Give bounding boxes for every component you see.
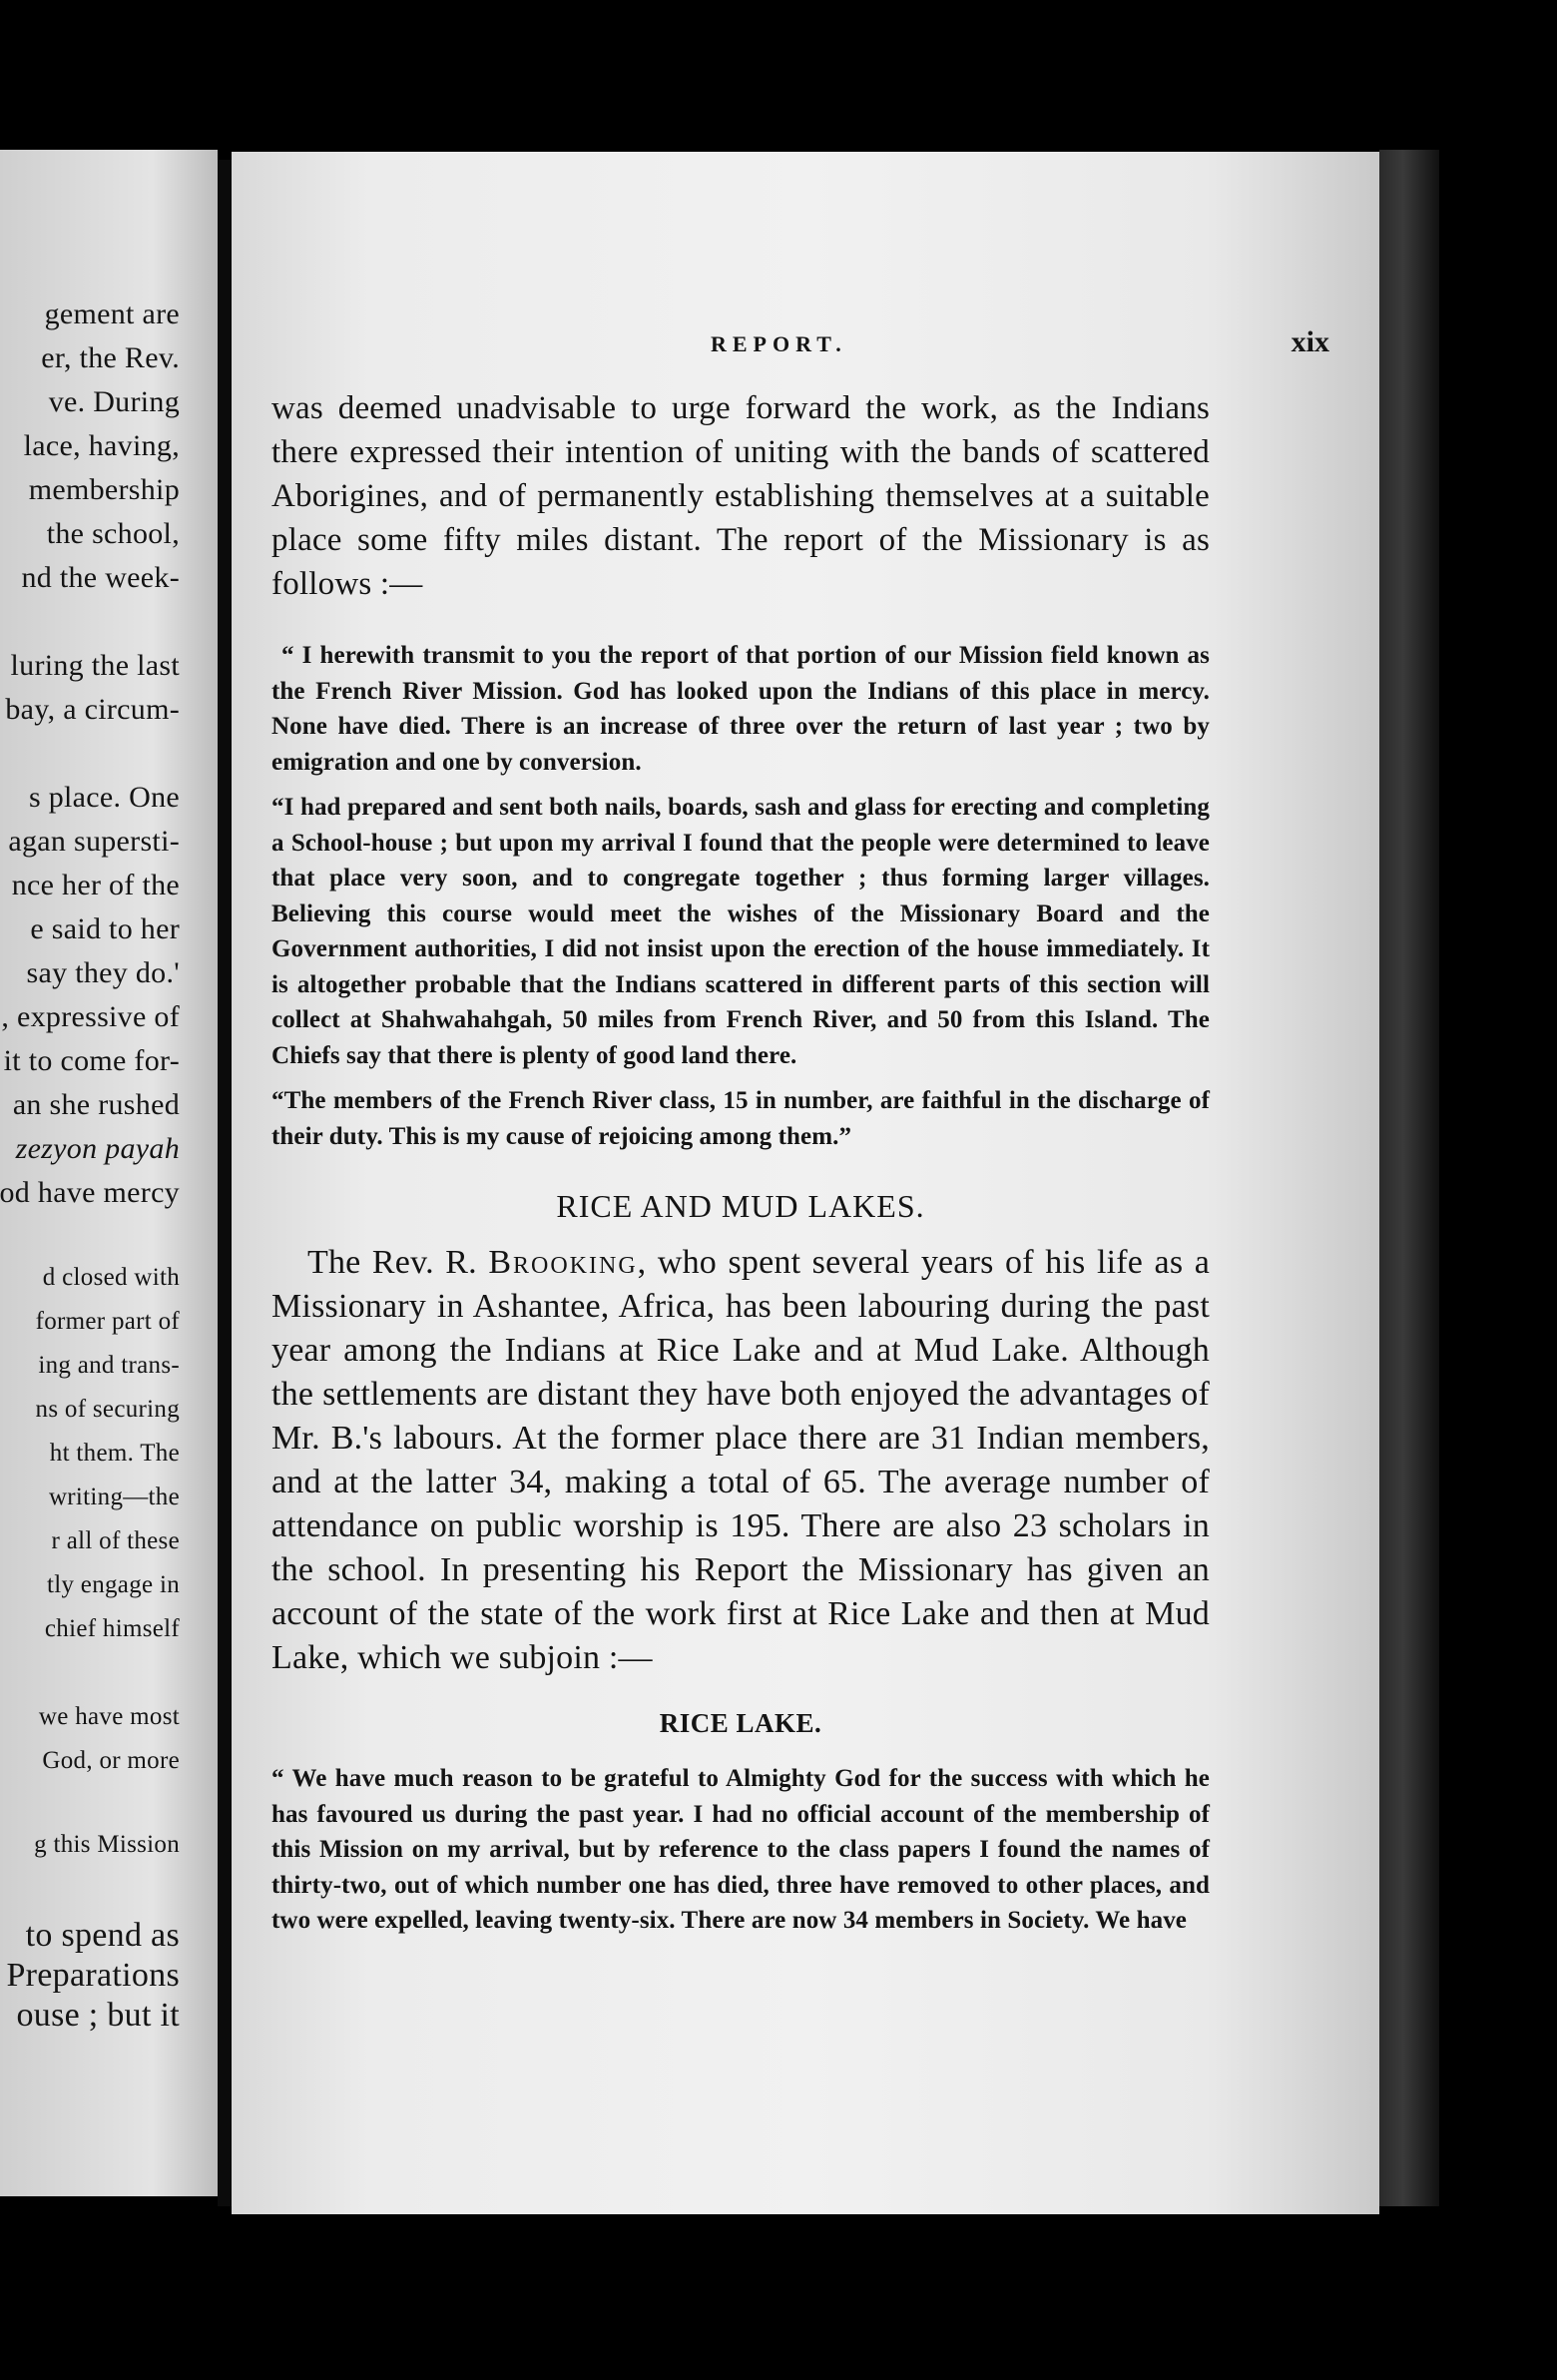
- section-heading: RICE AND MUD LAKES.: [556, 1188, 925, 1224]
- facing-page-line: chief himself: [44, 1615, 180, 1642]
- facing-page-line: lace, having,: [23, 429, 180, 462]
- facing-page-line: e said to her: [30, 912, 180, 945]
- facing-page-line: say they do.': [26, 956, 180, 989]
- facing-page-line: nd the week-: [21, 561, 180, 594]
- quote-paragraph: “The members of the French River class, 15 in number, are faithful in the discharge of their duty. This is my cause of rejoicing among them.”: [271, 1087, 1210, 1150]
- book-page: [232, 152, 1379, 2214]
- facing-page-line: agan supersti-: [8, 825, 180, 858]
- facing-page-line: nce her of the: [11, 869, 180, 901]
- page-number: xix: [1291, 325, 1329, 358]
- facing-page-line: er, the Rev.: [41, 341, 180, 374]
- facing-page-line: an she rushed: [12, 1088, 180, 1121]
- running-head: REPORT.: [711, 331, 847, 356]
- facing-page-line: to spend as: [25, 1917, 180, 1954]
- quote-paragraph: “ I herewith transmit to you the report of that portion of our Mission field known as the French River Mission. God has looked upon the Indians of this place in mercy. None have died. There is an increase of three over the return of last year ; two by emigration and one by conversion.: [271, 642, 1210, 776]
- facing-page-line: s place. One: [28, 781, 180, 814]
- page-body: [271, 386, 1210, 1939]
- facing-page-fragment: [0, 150, 218, 2196]
- facing-page-line: it to come for-: [3, 1044, 180, 1077]
- rice-mud-post: , who spent several years of his life as a Missionary in Ashantee, Africa, has been labouring during the past year among the Indians at Rice Lake and at Mud Lake. Although the settlements are distant they have both enjoyed the advantages of Mr. B.'s labours. At the former place there are 31 Indian members, and at the latter 34, making a total of 65. The average number of attendance on public worship is 195. There are also 23 scholars in the school. In presenting his Report the Missionary has given an account of the state of the work first at Rice Lake and then at Mud Lake, which we subjoin :—: [271, 1244, 1211, 1676]
- facing-page-line: d closed with: [42, 1264, 180, 1291]
- page-header: [271, 325, 1339, 371]
- facing-page-line: , expressive of: [1, 1000, 180, 1033]
- missionary-name: Brooking: [488, 1244, 638, 1281]
- facing-page-line: ing and trans-: [38, 1352, 180, 1379]
- book-gutter: [218, 160, 232, 2206]
- opening-paragraph: was deemed unadvisable to urge forward the work, as the Indians there expressed their intention of uniting with the bands of scattered Aborigines, and of permanently establishing themselves at a suitable place some fifty miles distant. The report of the Missionary is as follows :—: [271, 390, 1210, 602]
- facing-page-line: ve. During: [48, 385, 180, 418]
- facing-page-line: tly engage in: [46, 1571, 180, 1598]
- facing-page-line: Preparations: [6, 1957, 180, 1994]
- facing-page-line: r all of these: [51, 1527, 180, 1554]
- rice-mud-paragraph: [271, 1241, 1210, 1680]
- facing-page-line: membership: [28, 473, 180, 506]
- page-edge: [1379, 150, 1439, 2206]
- facing-page-line: the school,: [46, 517, 180, 550]
- facing-page-line: luring the last: [10, 649, 180, 682]
- facing-page-line: gement are: [44, 298, 180, 330]
- sub-heading: RICE LAKE.: [659, 1708, 822, 1738]
- facing-page-line: ht them. The: [49, 1440, 180, 1467]
- rice-mud-pre: The Rev. R.: [307, 1244, 489, 1281]
- facing-page-line: zezyon payah: [15, 1132, 180, 1165]
- facing-page-line: od have mercy: [0, 1176, 180, 1209]
- facing-page-line: ouse ; but it: [16, 1997, 180, 2034]
- facing-page-line: we have most: [38, 1703, 180, 1730]
- quote-paragraph: “I had prepared and sent both nails, boards, sash and glass for erecting and completing a School-house ; but upon my arrival I found that the people were determined to leave that place very soon, and to congregate together ; thus forming larger villages. Believing this course would meet the wishes of the Missionary Board and the Government authorities, I did not insist upon the erection of the house immediately. It is altogether probable that the Indians scattered in different parts of this section will collect at Shahwahahgah, 50 miles from French River, and 50 from this Island. The Chiefs say that there is plenty of good land there.: [271, 794, 1210, 1069]
- facing-page-line: bay, a circum-: [5, 693, 180, 726]
- rice-lake-quote: “ We have much reason to be grateful to Almighty God for the success with which he has favoured us during the past year. I had no official account of the membership of this Mission on my arrival, but by reference to the class papers I found the names of thirty-two, out of which number one has died, three have removed to other places, and two were expelled, leaving twenty-six. There are now 34 members in Society. We have: [271, 1765, 1210, 1934]
- facing-page-line: g this Mission: [34, 1831, 180, 1858]
- facing-page-line: ns of securing: [35, 1396, 180, 1423]
- facing-page-line: former part of: [35, 1308, 180, 1335]
- facing-page-line: writing—the: [48, 1484, 180, 1510]
- facing-page-line: God, or more: [42, 1747, 180, 1774]
